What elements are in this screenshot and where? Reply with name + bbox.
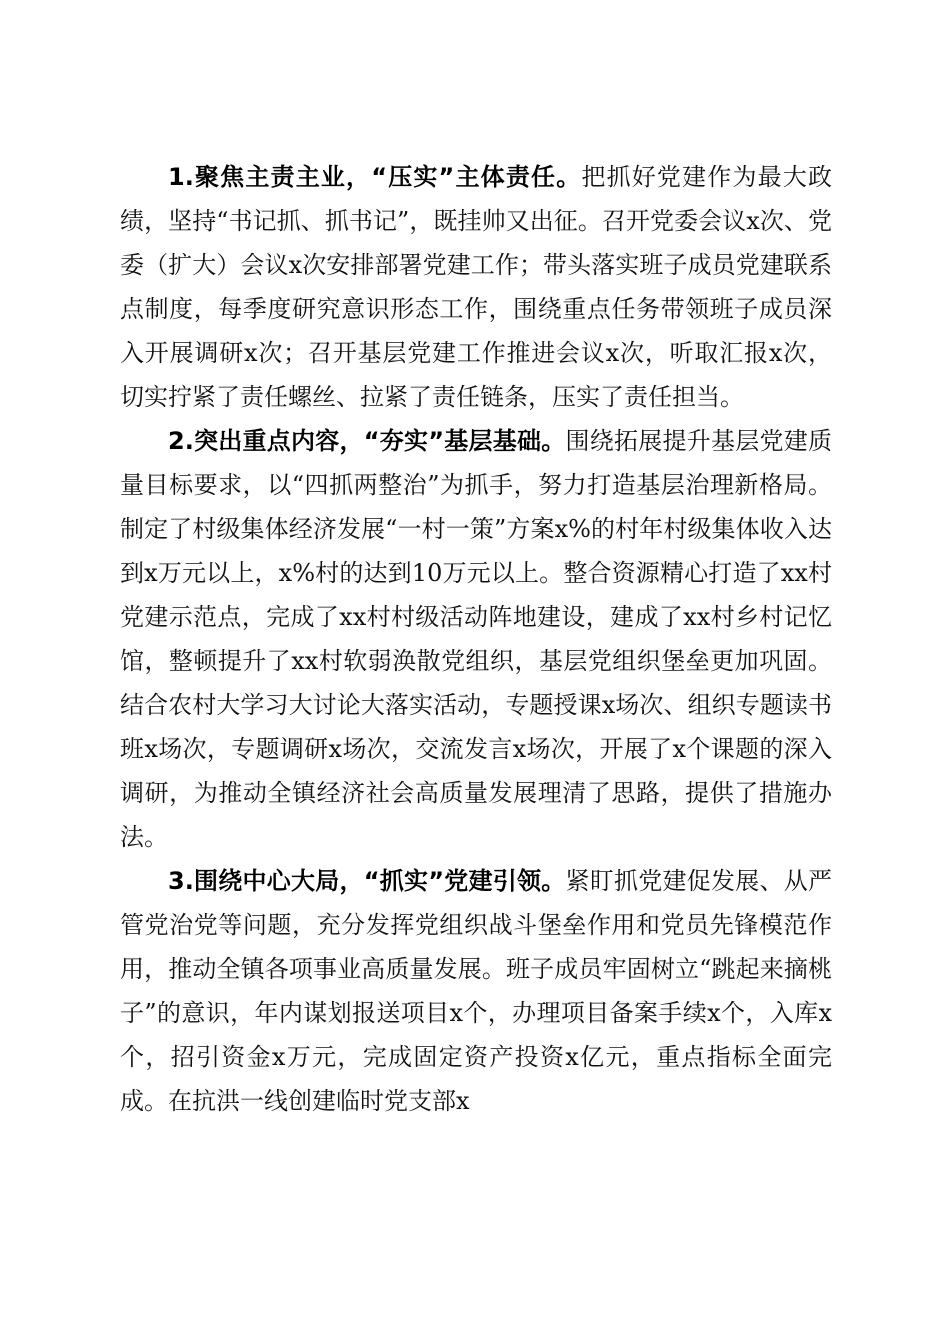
document-body	[120, 155, 832, 1123]
paragraph-2-body: 围绕拓展提升基层党建质量目标要求，以“四抓两整治”为抓手，努力打造基层治理新格局。制定了村级集体经济发展“一村一策”方案x%的村年村级集体收入达到x万元以上，x%村的达到10万元以上。整合资源精心打造了xx村党建示范点，完成了xx村村级活动阵地建设，建成了xx村乡村记忆馆，整顿提升了xx村软弱涣散党组织，基层党组织堡垒更加巩固。结合农村大学习大讨论大落实活动，专题授课x场次、组织专题读书班x场次，专题调研x场次，交流发言x场次，开展了x个课题的深入调研，为推动全镇经济社会高质量发展理清了思路，提供了措施办法。	[120, 427, 832, 851]
paragraph-3-heading: 3.围绕中心大局，“抓实”党建引领。	[168, 867, 566, 895]
paragraph-2	[120, 419, 832, 859]
paragraph-1-heading: 1.聚焦主责主业，“压实”主体责任。	[168, 163, 582, 191]
paragraph-1-body: 把抓好党建作为最大政绩，坚持“书记抓、抓书记”，既挂帅又出征。召开党委会议x次、党委（扩大）会议x次安排部署党建工作；带头落实班子成员党建联系点制度，每季度研究意识形态工作，围绕重点任务带领班子成员深入开展调研x次；召开基层党建工作推进会议x次，听取汇报x次，切实拧紧了责任螺丝、拉紧了责任链条，压实了责任担当。	[120, 163, 832, 411]
paragraph-3	[120, 859, 832, 1123]
paragraph-2-heading: 2.突出重点内容，“夯实”基层基础。	[168, 427, 566, 455]
paragraph-1	[120, 155, 832, 419]
paragraph-3-body: 紧盯抓党建促发展、从严管党治党等问题，充分发挥党组织战斗堡垒作用和党员先锋模范作用，推动全镇各项事业高质量发展。班子成员牢固树立“跳起来摘桃子”的意识，年内谋划报送项目x个，办理项目备案手续x个，入库x个，招引资金x万元，完成固定资产投资x亿元，重点指标全面完成。在抗洪一线创建临时党支部x	[120, 867, 832, 1115]
